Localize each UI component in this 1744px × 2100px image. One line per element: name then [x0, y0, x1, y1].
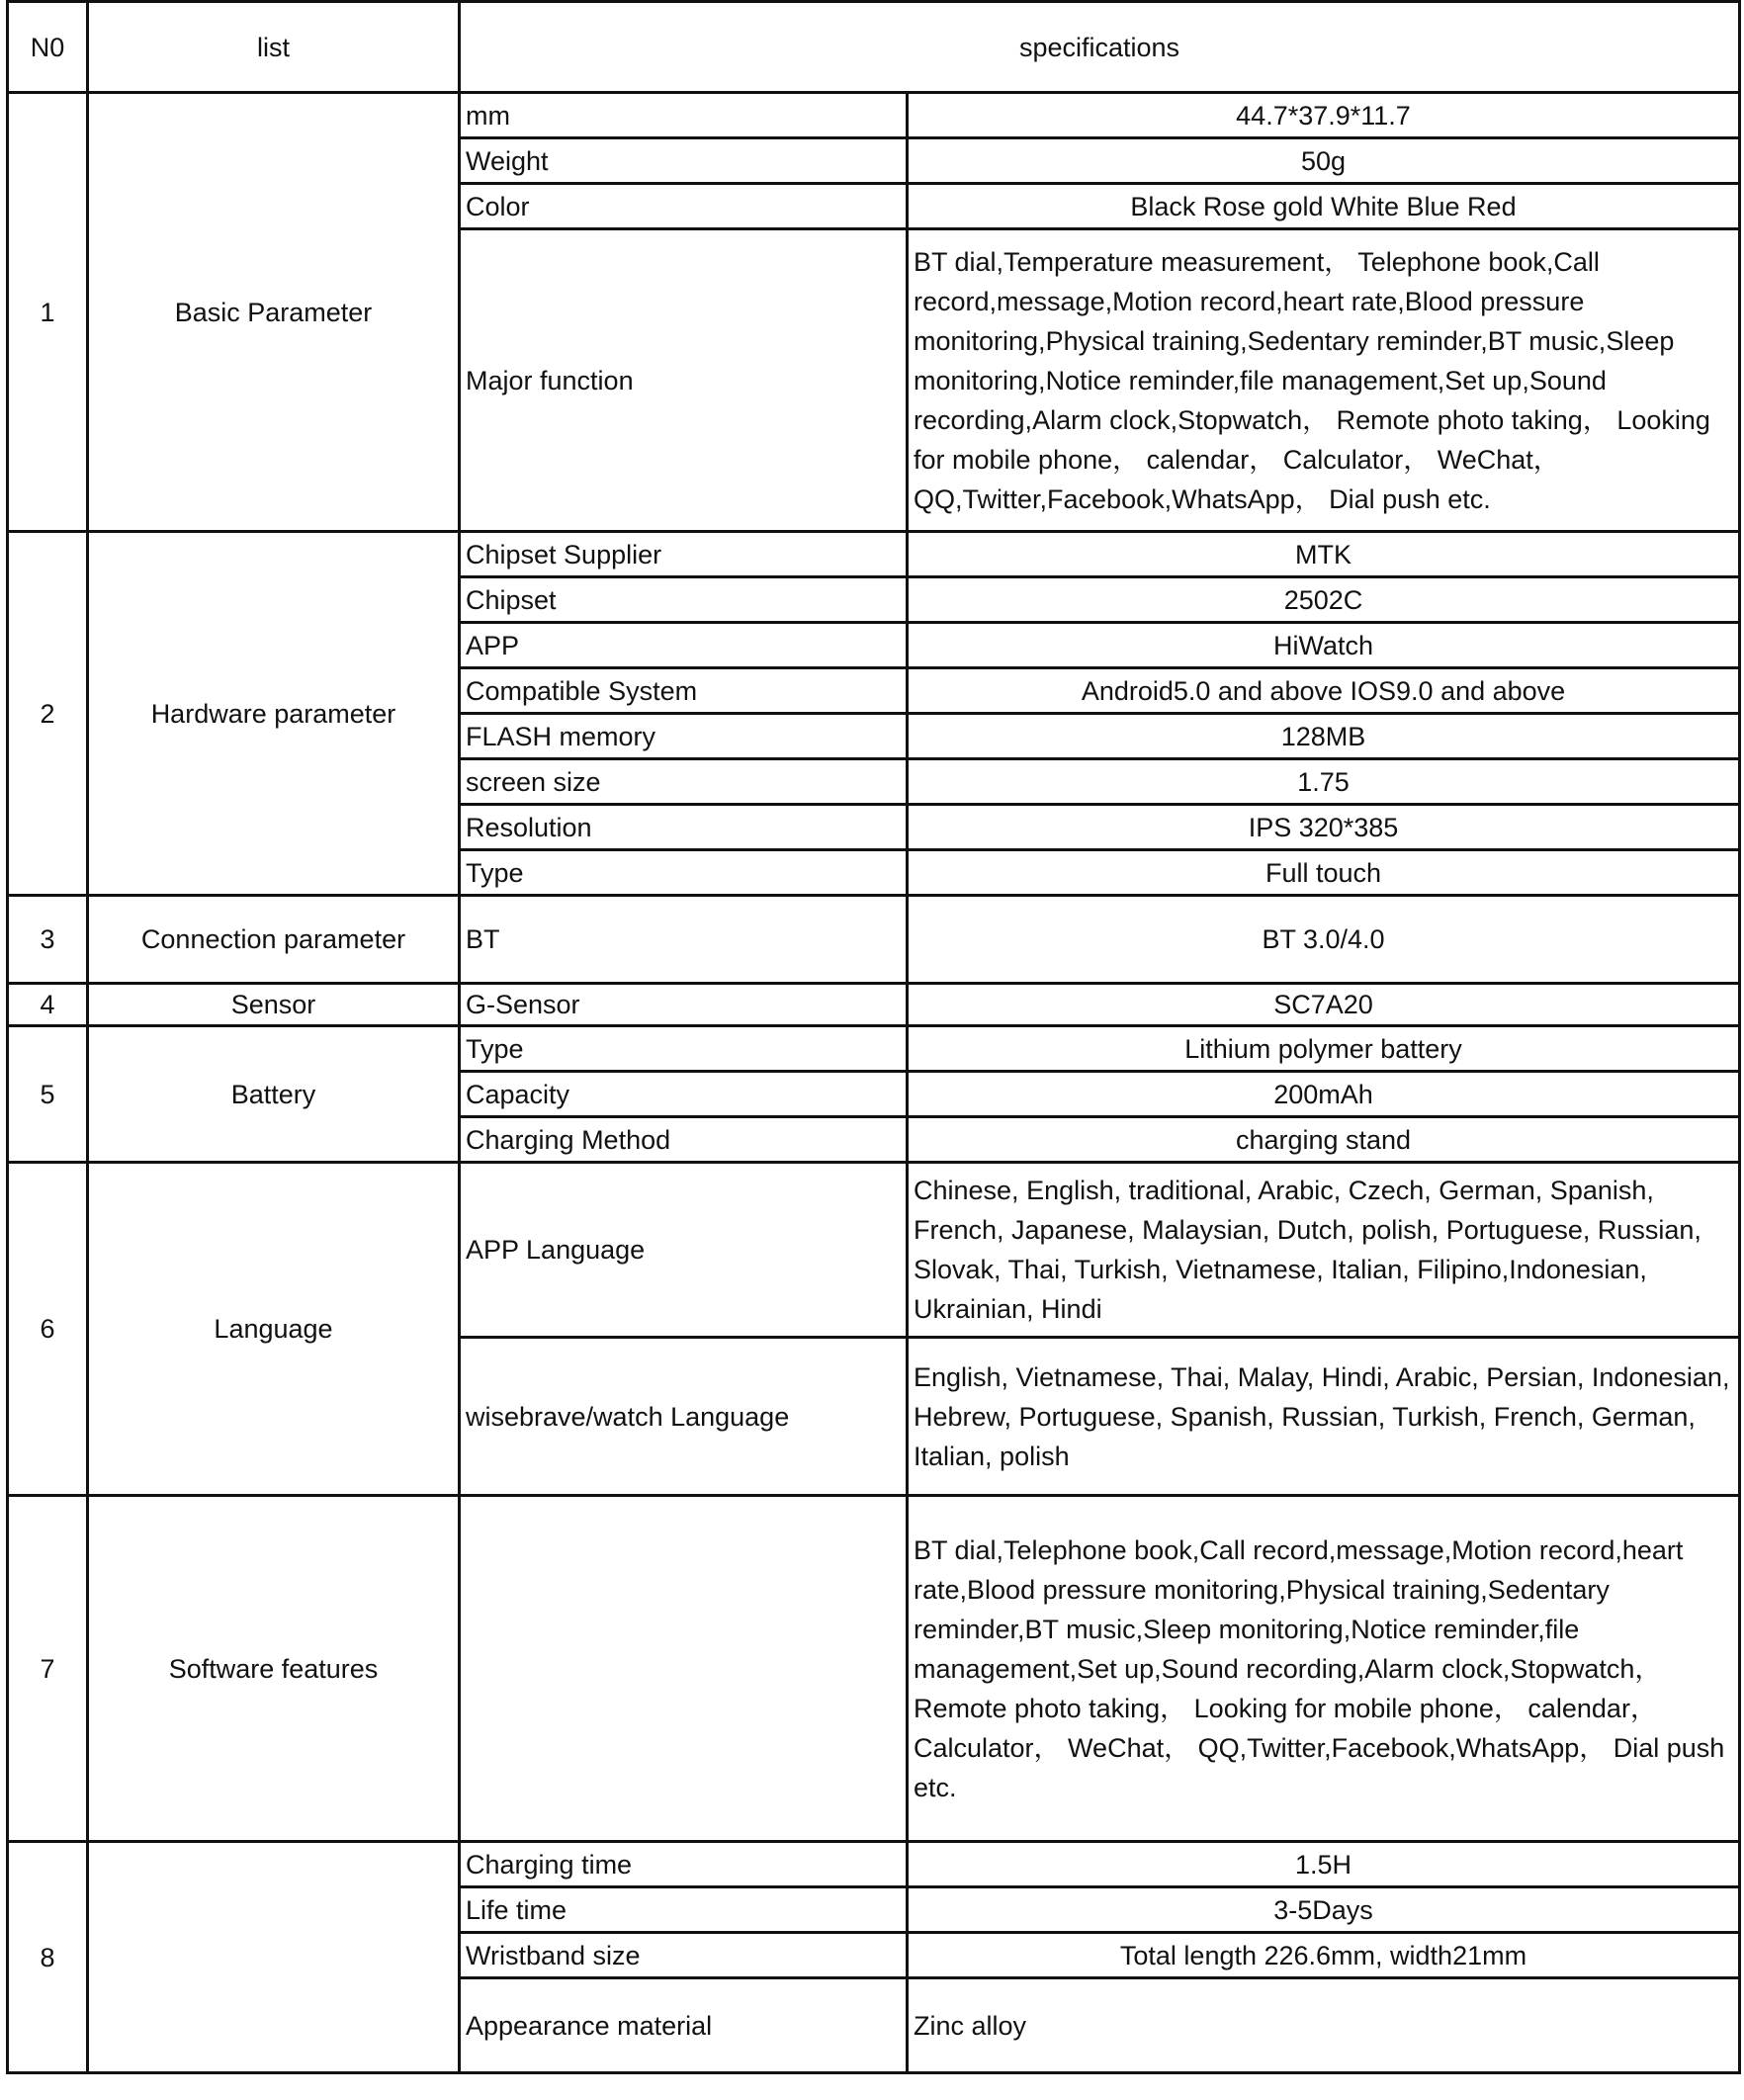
spec-value: BT dial,Telephone book,Call record,message,Motion record,heart rate,Blood pressure monitoring,Physical training,Sedentary reminder,BT music,Sleep monitoring,Notice reminder,file management,Set up,Sound recording,Alarm clock,Stopwatch， Remote photo taking， Looking for mobile phone， calendar， Calculator， WeChat， QQ,Twitter,Facebook,WhatsApp， Dial push etc. [908, 1496, 1740, 1842]
spec-label: Type [460, 850, 908, 896]
spec-value: 3-5Days [908, 1887, 1740, 1933]
section-number: 1 [8, 93, 88, 532]
header-row [8, 2, 1740, 93]
spec-value: 2502C [908, 577, 1740, 623]
section-name: Hardware parameter [88, 532, 460, 896]
table-row [8, 1842, 1740, 1887]
spec-value: English, Vietnamese, Thai, Malay, Hindi, Arabic, Persian, Indonesian, Hebrew, Portuguese, Spanish, Russian, Turkish, French, German, Italian, polish [908, 1338, 1740, 1496]
spec-value: 50g [908, 138, 1740, 184]
spec-value: 200mAh [908, 1072, 1740, 1117]
spec-value: BT 3.0/4.0 [908, 896, 1740, 984]
header-no: N0 [8, 2, 88, 93]
table-row [8, 1496, 1740, 1842]
specifications-table [6, 0, 1741, 2074]
spec-value: BT dial,Temperature measurement， Telephone book,Call record,message,Motion record,heart rate,Blood pressure monitoring,Physical training,Sedentary reminder,BT music,Sleep monitoring,Notice reminder,file management,Set up,Sound recording,Alarm clock,Stopwatch， Remote photo taking， Looking for mobile phone， calendar， Calculator， WeChat， QQ,Twitter,Facebook,WhatsApp， Dial push etc. [908, 229, 1740, 532]
section-number: 7 [8, 1496, 88, 1842]
spec-label: Color [460, 184, 908, 229]
spec-value: charging stand [908, 1117, 1740, 1163]
spec-label: FLASH memory [460, 714, 908, 759]
spec-label: Compatible System [460, 668, 908, 714]
spec-value: 44.7*37.9*11.7 [908, 93, 1740, 138]
spec-value: Total length 226.6mm, width21mm [908, 1933, 1740, 1978]
spec-label: Life time [460, 1887, 908, 1933]
section-name: Sensor [88, 984, 460, 1026]
spec-label: Capacity [460, 1072, 908, 1117]
section-number: 5 [8, 1026, 88, 1163]
spec-label: Major function [460, 229, 908, 532]
spec-value: Black Rose gold White Blue Red [908, 184, 1740, 229]
section-name: Basic Parameter [88, 93, 460, 532]
section-number: 4 [8, 984, 88, 1026]
spec-label: Wristband size [460, 1933, 908, 1978]
table-row [8, 1163, 1740, 1338]
spec-value: IPS 320*385 [908, 805, 1740, 850]
spec-label: Charging time [460, 1842, 908, 1887]
spec-value: Android5.0 and above IOS9.0 and above [908, 668, 1740, 714]
spec-label: Chipset Supplier [460, 532, 908, 577]
section-number: 8 [8, 1842, 88, 2073]
spec-label: Charging Method [460, 1117, 908, 1163]
spec-label: Chipset [460, 577, 908, 623]
spec-label: Type [460, 1026, 908, 1072]
section-number: 2 [8, 532, 88, 896]
spec-label: Resolution [460, 805, 908, 850]
spec-value: Full touch [908, 850, 1740, 896]
spec-label: wisebrave/watch Language [460, 1338, 908, 1496]
spec-value: SC7A20 [908, 984, 1740, 1026]
spec-label: BT [460, 896, 908, 984]
spec-label: APP Language [460, 1163, 908, 1338]
table-row [8, 896, 1740, 984]
spec-value: 1.75 [908, 759, 1740, 805]
section-name: Battery [88, 1026, 460, 1163]
spec-label: Appearance material [460, 1978, 908, 2073]
table-row [8, 984, 1740, 1026]
header-list: list [88, 2, 460, 93]
header-specifications: specifications [460, 2, 1740, 93]
spec-label: APP [460, 623, 908, 668]
spec-value: Lithium polymer battery [908, 1026, 1740, 1072]
section-name: Software features [88, 1496, 460, 1842]
section-number: 3 [8, 896, 88, 984]
spec-label: mm [460, 93, 908, 138]
spec-label: Weight [460, 138, 908, 184]
spec-label [460, 1496, 908, 1842]
spec-value: 1.5H [908, 1842, 1740, 1887]
spec-value: Zinc alloy [908, 1978, 1740, 2073]
spec-value: HiWatch [908, 623, 1740, 668]
spec-value: 128MB [908, 714, 1740, 759]
spec-label: screen size [460, 759, 908, 805]
table-row [8, 93, 1740, 138]
spec-value: MTK [908, 532, 1740, 577]
section-name [88, 1842, 460, 2073]
table-row [8, 1026, 1740, 1072]
section-name: Connection parameter [88, 896, 460, 984]
section-name: Language [88, 1163, 460, 1496]
section-number: 6 [8, 1163, 88, 1496]
table-row [8, 532, 1740, 577]
spec-label: G-Sensor [460, 984, 908, 1026]
spec-value: Chinese, English, traditional, Arabic, Czech, German, Spanish, French, Japanese, Malaysian, Dutch, polish, Portuguese, Russian, Slovak, Thai, Turkish, Vietnamese, Italian, Filipino,Indonesian, Ukrainian, Hindi [908, 1163, 1740, 1338]
